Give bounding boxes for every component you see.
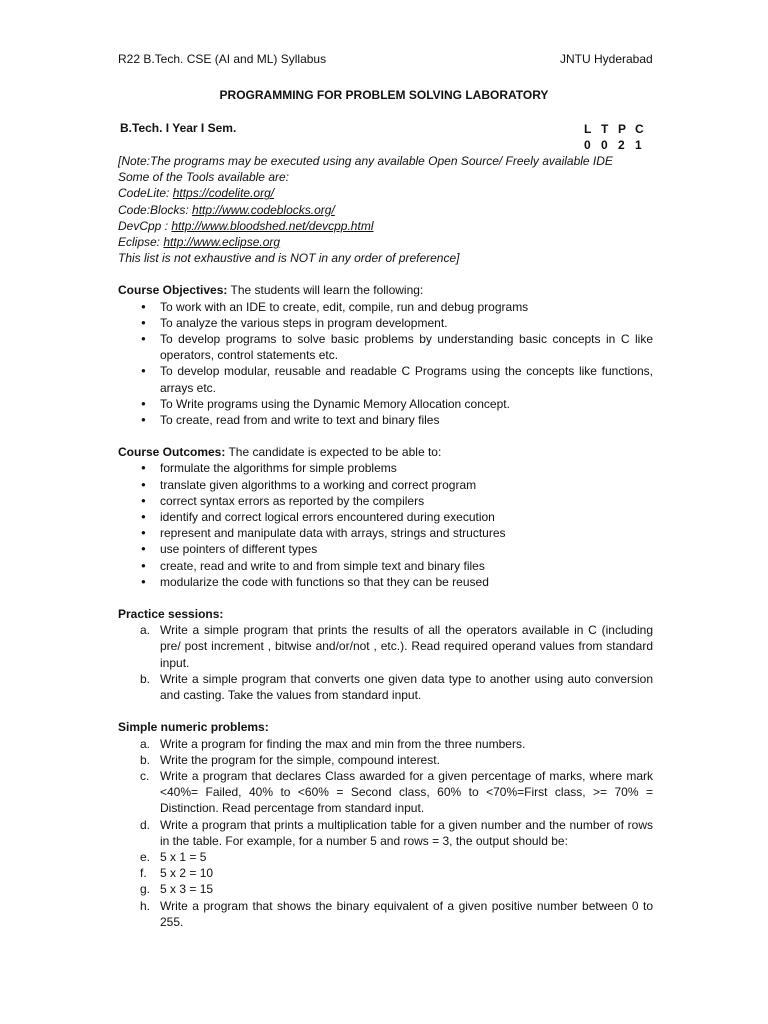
outcome-item: ● identify and correct logical errors encountered during execution [118,509,653,525]
main-content [118,153,653,930]
ltpc-table [584,121,652,153]
header-right: JNTU Hyderabad [560,52,653,66]
ltpc-labels [584,121,652,137]
practice-item [118,622,653,671]
outcome-item: ● represent and manipulate data with arrays, strings and structures [118,525,653,541]
outcome-item: ● create, read and write to and from simple text and binary files [118,558,653,574]
practice-list [118,622,653,703]
numeric-item [118,817,653,849]
note-codeblocks [118,202,653,218]
ltpc-label-l: L [584,122,592,136]
objectives-list [118,299,653,429]
objective-item: ● To create, read from and write to text and binary files [118,412,653,428]
devcpp-label: DevCpp : [118,218,172,233]
objective-item: ● To work with an IDE to create, edit, compile, run and debug programs [118,299,653,315]
note-line-2: Some of the Tools available are: [118,170,289,185]
outcome-item: ● use pointers of different types [118,541,653,557]
codelite-link[interactable]: https://codelite.org/ [172,186,275,201]
outcomes-heading-line [118,444,653,460]
objective-item: ● To Write programs using the Dynamic Memory Allocation concept. [118,396,653,412]
eclipse-link[interactable]: http://www.eclipse.org [163,235,281,250]
numeric-list [118,736,653,930]
item-marker: b. [140,671,151,686]
numeric-item [118,736,653,752]
numeric-heading: Simple numeric problems: [118,720,269,735]
numeric-item [118,865,653,881]
item-text: Write a program that prints a multiplication table for a given number and the number of rows in the table. For example, for a number 5 and rows = 3, the output should be: [160,817,653,848]
note-codelite [118,185,653,201]
item-text: Write a program for finding the max and min from the three numbers. [160,736,526,751]
ltpc-values [584,137,652,153]
item-text: Write the program for the simple, compound interest. [160,752,440,767]
ltpc-label-c: C [635,122,644,136]
note-line-1: [Note:The programs may be executed using any available Open Source/ Freely available IDE [118,154,613,168]
practice-heading: Practice sessions: [118,607,224,622]
item-marker: b. [140,752,151,767]
item-marker: f. [140,866,147,881]
item-text: Write a program that shows the binary equivalent of a given positive number between 0 to 255. [160,898,653,929]
numeric-item [118,752,653,768]
outcomes-intro: The candidate is expected to be able to: [225,445,442,460]
item-marker: a. [140,736,151,751]
outcome-item: ● correct syntax errors as reported by the compilers [118,493,653,509]
item-marker: e. [140,849,151,864]
ltpc-label-p: P [618,122,627,136]
numeric-item [118,898,653,930]
codelite-label: CodeLite: [118,186,173,201]
eclipse-label: Eclipse: [118,235,164,250]
item-text: Write a simple program that prints the results of all the operators available in C (including pre/ post increment , bitwise and/or/not , etc.). Read required operand values from standard input. [160,623,653,670]
item-marker: g. [140,882,151,897]
header-left: R22 B.Tech. CSE (AI and ML) Syllabus [118,52,327,66]
practice-item [118,671,653,703]
ltpc-value-c: 1 [635,138,642,152]
item-marker: c. [140,768,150,783]
ltpc-label-t: T [601,122,609,136]
item-text: 5 x 1 = 5 [160,849,207,864]
objectives-heading-line [118,282,653,298]
devcpp-link[interactable]: http://www.bloodshed.net/devcpp.html [171,218,374,233]
ide-note [118,153,653,266]
page-title: PROGRAMMING FOR PROBLEM SOLVING LABORATORY [219,88,549,102]
outcome-item: ● translate given algorithms to a working and correct program [118,477,653,493]
item-text: Write a simple program that converts one given data type to another using auto conversion and casting. Take the values from standard input. [160,671,653,703]
ltpc-value-p: 2 [618,138,625,152]
note-eclipse [118,234,653,250]
outcomes-list [118,460,653,590]
numeric-item [118,881,653,897]
item-marker: d. [140,817,151,832]
numeric-item [118,849,653,865]
codeblocks-label: Code:Blocks: [118,202,193,217]
ltpc-value-t: 0 [601,138,608,152]
objectives-heading: Course Objectives: [118,283,228,298]
ltpc-value-l: 0 [584,138,591,152]
item-marker: a. [140,623,151,638]
item-marker: h. [140,898,151,913]
note-closing: This list is not exhaustive and is NOT in any order of preference] [118,251,460,266]
objectives-intro: The students will learn the following: [227,283,424,298]
objective-item: ● To analyze the various steps in program development. [118,315,653,331]
codeblocks-link[interactable]: http://www.codeblocks.org/ [192,202,335,217]
note-devcpp [118,218,653,234]
item-text: 5 x 3 = 15 [160,882,214,897]
objective-item: ● To develop modular, reusable and readable C Programs using the concepts like functions, arrays etc. [118,363,653,395]
semester-label: B.Tech. I Year I Sem. [120,121,237,135]
item-text: 5 x 2 = 10 [160,866,214,881]
outcomes-heading: Course Outcomes: [118,445,226,460]
objective-item: ● To develop programs to solve basic problems by understanding basic concepts in C like operators, control statements etc. [118,331,653,363]
outcome-item: ● formulate the algorithms for simple problems [118,460,653,476]
item-text: Write a program that declares Class awarded for a given percentage of marks, where mark <40%= Failed, 40% to <60% = Second class, 60% to <70%=First class, >= 70% = Distinction. Read percentage from standard input. [160,768,653,816]
numeric-item [118,768,653,817]
outcome-item: ● modularize the code with functions so that they can be reused [118,574,653,590]
